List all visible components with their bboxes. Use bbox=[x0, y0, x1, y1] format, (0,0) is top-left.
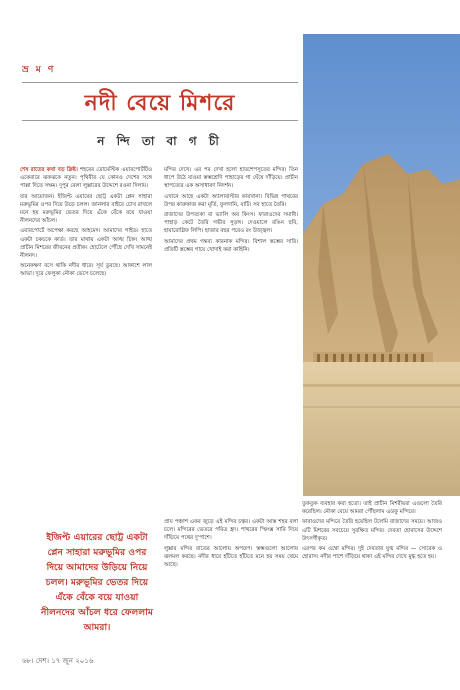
paragraph: আমাদের প্রথম গন্তব্য কারনাক মন্দির। বিশাল স্তম্ভের সারি। প্রতিটি স্তম্ভের গায়ে খোদাই করা কাহিনি। bbox=[164, 238, 298, 253]
body-column-2 bbox=[164, 166, 298, 506]
paragraph: যার আয়োজন। ইজিপ্ট এয়ারের ছোট্ট একটা প্লেন সাহারা মরুভূমির ওপর দিয়ে উড়ে চলল। জানলার বাইরে চোখ রাখলে মনে হয় মরুভূমির ভেতর দিয়ে এঁকে বেঁকে বয়ে যাওয়া নীলনদের আঁচল। bbox=[20, 193, 152, 225]
paragraph: লুক্সার মন্দির রাতের আলোয় অপরূপ। স্তম্ভগুলো আলোয় ঝলমল করছে। নদীর ধারে হাঁটতে হাঁটতে মনে হয় সময় থেমে আছে। bbox=[164, 545, 298, 569]
paragraph: ফারাওদের মন্দিরে তৈরি হয়েছিল টলেমি রাজাদের সময়ে। আজও এটি মিশরের সবচেয়ে সুরক্ষিত মন্দির। দেবতা হোরাসের উদ্দেশে উৎসর্গীকৃত। bbox=[302, 519, 442, 542]
paragraph: এরপর কম ওম্বো মন্দির। দুই দেবতার যুগ্ম মন্দির — সোবেক ও হোরাস। নদীর পাশে দাঁড়িয়ে থাকা এই মন্দির দেখে মুগ্ধ হতে হয়। bbox=[302, 546, 442, 561]
top-margin bbox=[0, 0, 460, 34]
paragraph: রাজাদের উপত্যকা বা ভ্যালি অব কিংস। ফারাওদের সমাধি। পাহাড় কেটে তৈরি গভীর সুড়ঙ্গ। দেওয়ালে রঙিন ছবি, হায়ারোগ্লিফ লিপি। হাজার বছর পরেও রং উজ্জ্বল। bbox=[164, 212, 298, 235]
paragraph: প্রায় পঞ্চাশ একর জুড়ে এই মন্দির চত্বর। একটা আস্ত শহর বলা চলে। মন্দিরের ভেতরে পবিত্র হ্রদ। পাথরের স্ফিংক্স সারি দিয়ে দাঁড়িয়ে পথের দু'পাশে। bbox=[164, 519, 298, 542]
page-footer: ৬৮। দেশ। ১৭ জুন ২০১৬ bbox=[22, 657, 94, 665]
pull-quote: ইজিপ্ট এয়ারের ছোট্ট একটা প্লেন সাহারা মরুভূমির ওপর দিয়ে আমাদের উড়িয়ে নিয়ে চলল। মরুভূমির ভেতর দিয়ে এঁকে বেঁকে বয়ে যাওয়া নীলনদের আঁচল ধরে ফেললাম আমরা। bbox=[41, 532, 153, 633]
paragraph: অনেকক্ষণ বসে থাকি নদীর ধারে। সূর্য ডুবছে। আকাশে লাল আভা। দূরে ফেলুকা নৌকা ভেসে চলেছে। bbox=[20, 263, 152, 278]
body-column-2-lower bbox=[164, 518, 298, 642]
title-rule-bottom bbox=[22, 120, 298, 121]
title-rule-top bbox=[22, 82, 298, 83]
temple-photo bbox=[303, 34, 460, 496]
author-name: ন ন্দি তা বা গ চী bbox=[97, 134, 223, 148]
paragraph: এয়ারপোর্টে অপেক্ষা করছে আহমেদ। আমাদের গাইড। হাতে একটা চকচকে কার্ড। তার মাথায় একটা আঙ্খ চিহ্ন। আঙ্খ প্রাচীন মিশরের জীবনের প্রতীক। হোটেলে পৌঁছে দেখি সামনেই নীলনদ। bbox=[20, 228, 152, 260]
paragraph: তুকতুক ব্যবহার করা হতো। তাই প্রাচীন মিশরীয়রা এগুলো তৈরি করেছিল। নৌকা বেয়ে আমরা পৌঁছলাম এডফু মন্দিরে। bbox=[302, 501, 442, 516]
paragraph: শেষ রাতের কথা বড় ক্লিষ্ট। শহরের ডোমেস্টিক এয়ারপোর্টটিও একেবারে ঝকঝকে নতুন। পৃথিবীর যে কোনও দেশের সঙ্গে পাল্লা দিতে সক্ষম। দুপুর বেলা লুক্সারের উদ্দেশে রওনা দিলাম। bbox=[20, 167, 152, 190]
paragraph: এখানে আছে একটা অ্যালাবাস্টার কারখানা। বিভিন্ন পাথরের উপর কারুকাজ করা মূর্তি, ফুলদানি, বাটি। সব হাতে তৈরি। bbox=[164, 193, 298, 208]
body-column-1 bbox=[20, 166, 152, 496]
hatshepsut-temple-image bbox=[303, 34, 460, 496]
section-label: ভ্র ম ণ bbox=[22, 65, 56, 75]
body-column-3 bbox=[302, 500, 442, 640]
paragraph: মন্দির দেখে। এর পর দেখা হলো হাতশেপসুতের মন্দির। তিন ধাপে উঠে যাওয়া স্তম্ভশ্রেণি পাহাড়ের গা ঘেঁষে দাঁড়িয়ে। প্রাচীন স্থাপত্যের এক অসাধারণ নিদর্শন। bbox=[164, 167, 298, 190]
article-title: নদী বেয়ে মিশরে bbox=[84, 91, 236, 116]
